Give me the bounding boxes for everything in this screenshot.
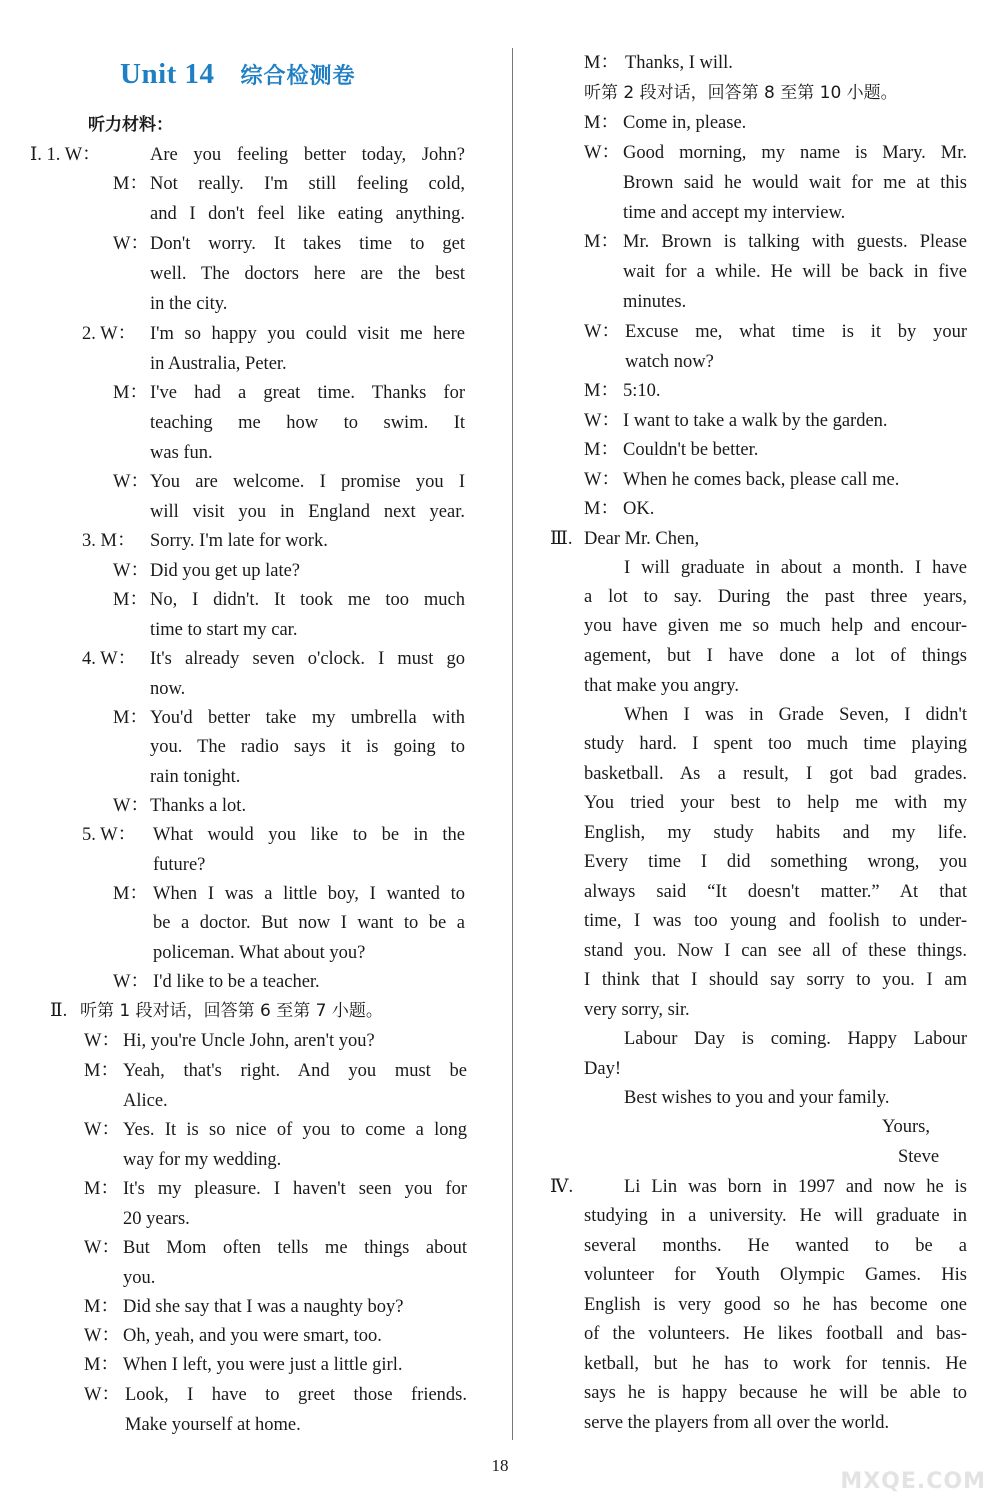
text-line: now. <box>150 679 186 699</box>
text-line: You'd better take my umbrella with <box>150 708 465 728</box>
text-line: M： <box>84 1179 119 1199</box>
text-line: Dear Mr. Chen, <box>584 529 700 549</box>
text-line: I'm so happy you could visit me here <box>150 324 465 344</box>
text-line: way for my wedding. <box>123 1150 282 1170</box>
text-line: M： <box>584 232 619 252</box>
text-line: agement, but I have done a lot of things <box>584 646 967 666</box>
text-line: will visit you in England next year. <box>150 502 465 522</box>
text-line: time and accept my interview. <box>623 203 846 223</box>
text-line: I've had a great time. Thanks for <box>150 383 465 403</box>
text-line: But Mom often tells me things about <box>123 1238 467 1258</box>
text-line: minutes. <box>623 292 687 312</box>
text-line: always said “It doesn't matter.” At that <box>584 882 967 902</box>
text-line: Ⅰ. 1. W： <box>30 145 101 165</box>
watermark: MXQE.COM <box>840 1469 986 1494</box>
text-line: Good morning, my name is Mary. Mr. <box>623 143 967 163</box>
text-line: W： <box>113 561 149 581</box>
text-line: Yes. It is so nice of you to come a long <box>123 1120 467 1140</box>
text-line: Hi, you're Uncle John, aren't you? <box>123 1031 375 1051</box>
text-line: English, my study habits and my life. <box>584 823 967 843</box>
text-line: When I was in Grade Seven, I didn't <box>624 705 967 725</box>
text-line: Did you get up late? <box>150 561 301 581</box>
text-line: 5:10. <box>623 381 661 401</box>
text-line: Oh, yeah, and you were smart, too. <box>123 1326 382 1346</box>
text-line: W： <box>113 472 149 492</box>
text-line: M： <box>84 1061 119 1081</box>
text-line: Make yourself at home. <box>125 1415 301 1435</box>
text-line: You are welcome. I promise you I <box>150 472 465 492</box>
text-line: 2. W： <box>82 324 137 344</box>
text-line: Did she say that I was a naughty boy? <box>123 1297 404 1317</box>
text-line: future? <box>153 855 206 875</box>
text-line: M： <box>113 884 148 904</box>
text-line: No, I didn't. It took me too much <box>150 590 465 610</box>
text-line: you have given me so much help and encour- <box>584 616 967 636</box>
text-line: policeman. What about you? <box>153 943 366 963</box>
text-line: Come in, please. <box>623 113 747 133</box>
text-line: several months. He wanted to be a <box>584 1236 967 1256</box>
text-line: you. <box>123 1268 156 1288</box>
text-line: in the city. <box>150 294 228 314</box>
text-line: basketball. As a result, I got bad grades. <box>584 764 967 784</box>
text-line: Look, I have to greet those friends. <box>125 1385 467 1405</box>
text-line: studying in a university. He will graduate in <box>584 1206 967 1226</box>
text-line: W： <box>584 470 620 490</box>
text-line: M： <box>113 590 148 610</box>
text-line: OK. <box>623 499 655 519</box>
text-line: Brown said he would wait for me at this <box>623 173 967 193</box>
text-line: Ⅳ. <box>550 1177 574 1197</box>
text-line: serve the players from all over the world. <box>584 1413 890 1433</box>
text-line: Yeah, that's right. And you must be <box>123 1061 467 1081</box>
text-line: W： <box>84 1385 120 1405</box>
text-line: When he comes back, please call me. <box>623 470 900 490</box>
text-line: Thanks, I will. <box>625 53 733 73</box>
text-line: 3. M： <box>82 531 136 551</box>
text-line: time, I was too young and foolish to under- <box>584 911 967 931</box>
text-line: wait for a while. He will be back in five <box>623 262 967 282</box>
text-line: Are you feeling better today, John? <box>150 145 465 165</box>
text-line: It's already seven o'clock. I must go <box>150 649 465 669</box>
text-line: Every time I did something wrong, you <box>584 852 967 872</box>
text-line: M： <box>113 383 148 403</box>
text-line: 听力材料： <box>88 115 173 135</box>
text-line: watch now? <box>625 352 714 372</box>
text-line: W： <box>84 1031 120 1051</box>
text-line: teaching me how to swim. It <box>150 413 465 433</box>
text-line: Sorry. I'm late for work. <box>150 531 328 551</box>
text-line: Ⅱ. <box>50 1001 68 1021</box>
text-line: Yours, <box>882 1117 930 1137</box>
text-line: Best wishes to you and your family. <box>624 1088 890 1108</box>
text-line: 听第 2 段对话，回答第 8 至第 10 小题。 <box>584 83 898 103</box>
text-line: rain tonight. <box>150 767 241 787</box>
text-line: W： <box>113 796 149 816</box>
text-line: 5. W： <box>82 825 137 845</box>
test-label: 综合检测卷 <box>240 64 356 89</box>
text-line: W： <box>84 1238 120 1258</box>
text-line: I will graduate in about a month. I have <box>624 558 967 578</box>
text-line: 听第 1 段对话，回答第 6 至第 7 小题。 <box>80 1001 383 1021</box>
text-line: well. The doctors here are the best <box>150 264 465 284</box>
text-line: ketball, but he has to work for tennis. He <box>584 1354 967 1374</box>
text-line: English is very good so he has become one <box>584 1295 967 1315</box>
text-line: volunteer for Youth Olympic Games. His <box>584 1265 967 1285</box>
text-line: M： <box>584 499 619 519</box>
text-line: I'd like to be a teacher. <box>153 972 320 992</box>
page-number: 18 <box>491 1456 509 1475</box>
unit-label: Unit 14 <box>120 58 215 90</box>
text-line: Day! <box>584 1059 621 1079</box>
text-line: You tried your best to help me with my <box>584 793 967 813</box>
text-line: Steve <box>898 1147 940 1167</box>
text-line: says he is happy because he will be able to <box>584 1383 967 1403</box>
text-line: W： <box>113 234 149 254</box>
text-line: I want to take a walk by the garden. <box>623 411 888 431</box>
text-line: Excuse me, what time is it by your <box>625 322 967 342</box>
text-line: Alice. <box>123 1091 168 1111</box>
text-line: W： <box>84 1326 120 1346</box>
text-line: Not really. I'm still feeling cold, <box>150 174 465 194</box>
text-line: Labour Day is coming. Happy Labour <box>624 1029 967 1049</box>
text-line: Thanks a lot. <box>150 796 247 816</box>
text-line: W： <box>584 411 620 431</box>
text-line: M： <box>584 381 619 401</box>
text-line: of the volunteers. He likes football and bas- <box>584 1324 967 1344</box>
text-line: W： <box>113 972 149 992</box>
text-line: Li Lin was born in 1997 and now he is <box>624 1177 967 1197</box>
text-line: M： <box>113 174 148 194</box>
text-line: W： <box>584 322 620 342</box>
text-line: Don't worry. It takes time to get <box>150 234 465 254</box>
text-line: you. The radio says it is going to <box>150 737 465 757</box>
text-line: study hard. I spent too much time playing <box>584 734 967 754</box>
text-line: Ⅲ. <box>550 529 573 549</box>
text-line: 4. W： <box>82 649 137 669</box>
text-line: 20 years. <box>123 1209 190 1229</box>
text-line: M： <box>584 440 619 460</box>
text-line: and I don't feel like eating anything. <box>150 204 465 224</box>
text-line: When I left, you were just a little girl. <box>123 1355 403 1375</box>
text-line: M： <box>584 113 619 133</box>
text-line: that make you angry. <box>584 676 739 696</box>
text-line: Mr. Brown is talking with guests. Please <box>623 232 967 252</box>
text-line: When I was a little boy, I wanted to <box>153 884 465 904</box>
text-line: W： <box>84 1120 120 1140</box>
page-title <box>120 58 356 91</box>
text-line: stand you. Now I can see all of these things. <box>584 941 967 961</box>
text-line: M： <box>84 1297 119 1317</box>
text-line: What would you like to be in the <box>153 825 465 845</box>
text-line: M： <box>84 1355 119 1375</box>
text-line: Couldn't be better. <box>623 440 759 460</box>
text-line: be a doctor. But now I want to be a <box>153 913 465 933</box>
column-divider <box>512 48 513 1440</box>
text-line: M： <box>584 53 619 73</box>
text-line: M： <box>113 708 148 728</box>
text-line: W： <box>584 143 620 163</box>
text-line: I think that I should say sorry to you. I am <box>584 970 967 990</box>
text-line: a lot to say. During the past three years, <box>584 587 967 607</box>
text-line: was fun. <box>150 443 213 463</box>
text-line: in Australia, Peter. <box>150 354 287 374</box>
text-line: very sorry, sir. <box>584 1000 690 1020</box>
text-line: It's my pleasure. I haven't seen you for <box>123 1179 467 1199</box>
text-line: time to start my car. <box>150 620 298 640</box>
